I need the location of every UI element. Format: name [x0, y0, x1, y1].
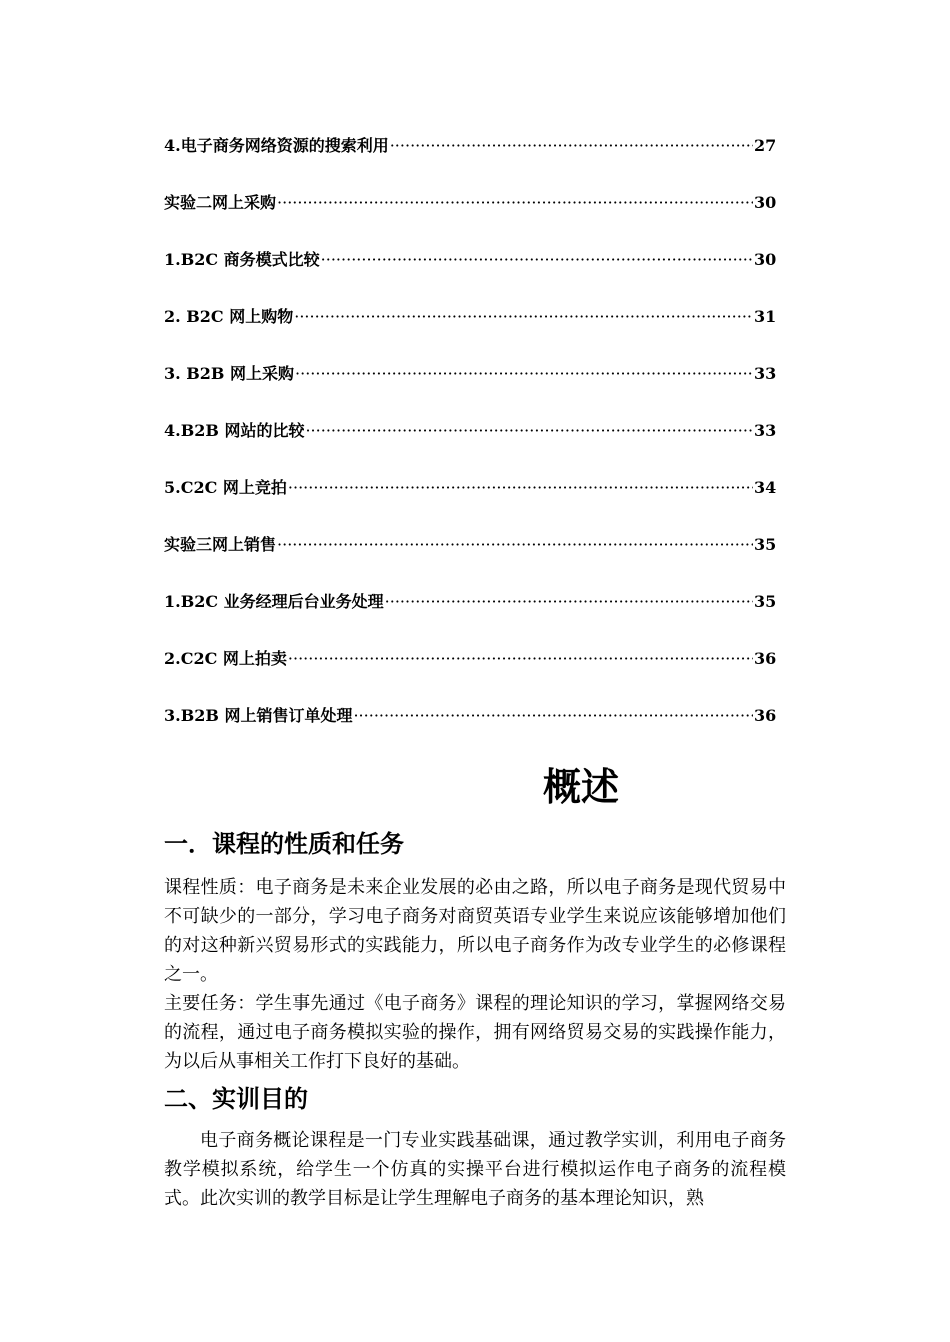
toc-leader-dots: [321, 248, 753, 272]
toc-entry: [164, 134, 784, 191]
toc-entry: [164, 704, 784, 761]
toc-entry-page: 30: [754, 250, 777, 269]
toc-entry-page: 35: [754, 535, 777, 554]
section-heading-training-purpose: 二、实训目的: [164, 1085, 308, 1113]
toc-entry-page: 30: [754, 193, 777, 212]
toc-entry-title: 1.B2C 商务模式比较: [164, 250, 320, 269]
toc-entry: [164, 476, 784, 533]
toc-entry: [164, 248, 784, 305]
paragraph-training-purpose: 电子商务概论课程是一门专业实践基础课，通过教学实训，利用电子商务教学模拟系统，给学生一个仿真的实操平台进行模拟运作电子商务的流程模式。此次实训的教学目标是让学生理解电子商务的基本理论知识，熟: [164, 1130, 786, 1209]
toc-leader-dots: [294, 305, 753, 329]
toc-entry-page: 36: [754, 649, 777, 668]
toc-leader-dots: [385, 590, 753, 614]
section-body-course-nature: [164, 873, 786, 1076]
toc-entry-title: 2.C2C 网上拍卖: [164, 649, 287, 668]
toc-entry-page: 33: [754, 364, 777, 383]
toc-entry-title: 4.电子商务网络资源的搜索利用: [164, 136, 389, 155]
toc-leader-dots: [390, 134, 753, 158]
toc-entry-page: 33: [754, 421, 777, 440]
paragraph-course-nature: 课程性质：电子商务是未来企业发展的必由之路，所以电子商务是现代贸易中不可缺少的一部分，学习电子商务对商贸英语专业学生来说应该能够增加他们的对这种新兴贸易形式的实践能力，所以电子商务作为改专业学生的必修课程之一。: [164, 877, 786, 985]
toc-entry-title: 1.B2C 业务经理后台业务处理: [164, 592, 384, 611]
toc-entry-page: 35: [754, 592, 777, 611]
toc-leader-dots: [305, 419, 753, 443]
overview-title: 概述: [542, 765, 619, 809]
toc-entry-title: 实验三网上销售: [164, 535, 277, 554]
toc-entry: [164, 647, 784, 704]
toc-entry-title: 3.B2B 网上销售订单处理: [164, 706, 353, 725]
toc-entry: [164, 533, 784, 590]
toc-entry: [164, 305, 784, 362]
toc-entry: [164, 362, 784, 419]
toc-entry: [164, 590, 784, 647]
toc-entry-page: 27: [754, 136, 777, 155]
toc-entry: [164, 419, 784, 476]
toc-entry-page: 36: [754, 706, 777, 725]
toc-leader-dots: [277, 533, 753, 557]
toc-entry-title: 3. B2B 网上采购: [164, 364, 295, 383]
paragraph-main-tasks: 主要任务：学生事先通过《电子商务》课程的理论知识的学习，掌握网络交易的流程，通过电子商务模拟实验的操作，拥有网络贸易交易的实践操作能力，为以后从事相关工作打下良好的基础。: [164, 993, 786, 1072]
toc-entry-page: 34: [754, 478, 777, 497]
table-of-contents: [164, 134, 784, 761]
toc-leader-dots: [353, 704, 753, 728]
toc-entry-title: 实验二网上采购: [164, 193, 277, 212]
section-body-training-purpose: [164, 1126, 786, 1213]
toc-entry-title: 2. B2C 网上购物: [164, 307, 294, 326]
toc-entry: [164, 191, 784, 248]
section-heading-course-nature: 一．课程的性质和任务: [164, 830, 404, 858]
toc-entry-title: 5.C2C 网上竞拍: [164, 478, 287, 497]
toc-leader-dots: [277, 191, 753, 215]
toc-entry-title: 4.B2B 网站的比较: [164, 421, 305, 440]
toc-leader-dots: [288, 647, 753, 671]
toc-leader-dots: [288, 476, 753, 500]
toc-entry-page: 31: [754, 307, 777, 326]
toc-leader-dots: [295, 362, 753, 386]
